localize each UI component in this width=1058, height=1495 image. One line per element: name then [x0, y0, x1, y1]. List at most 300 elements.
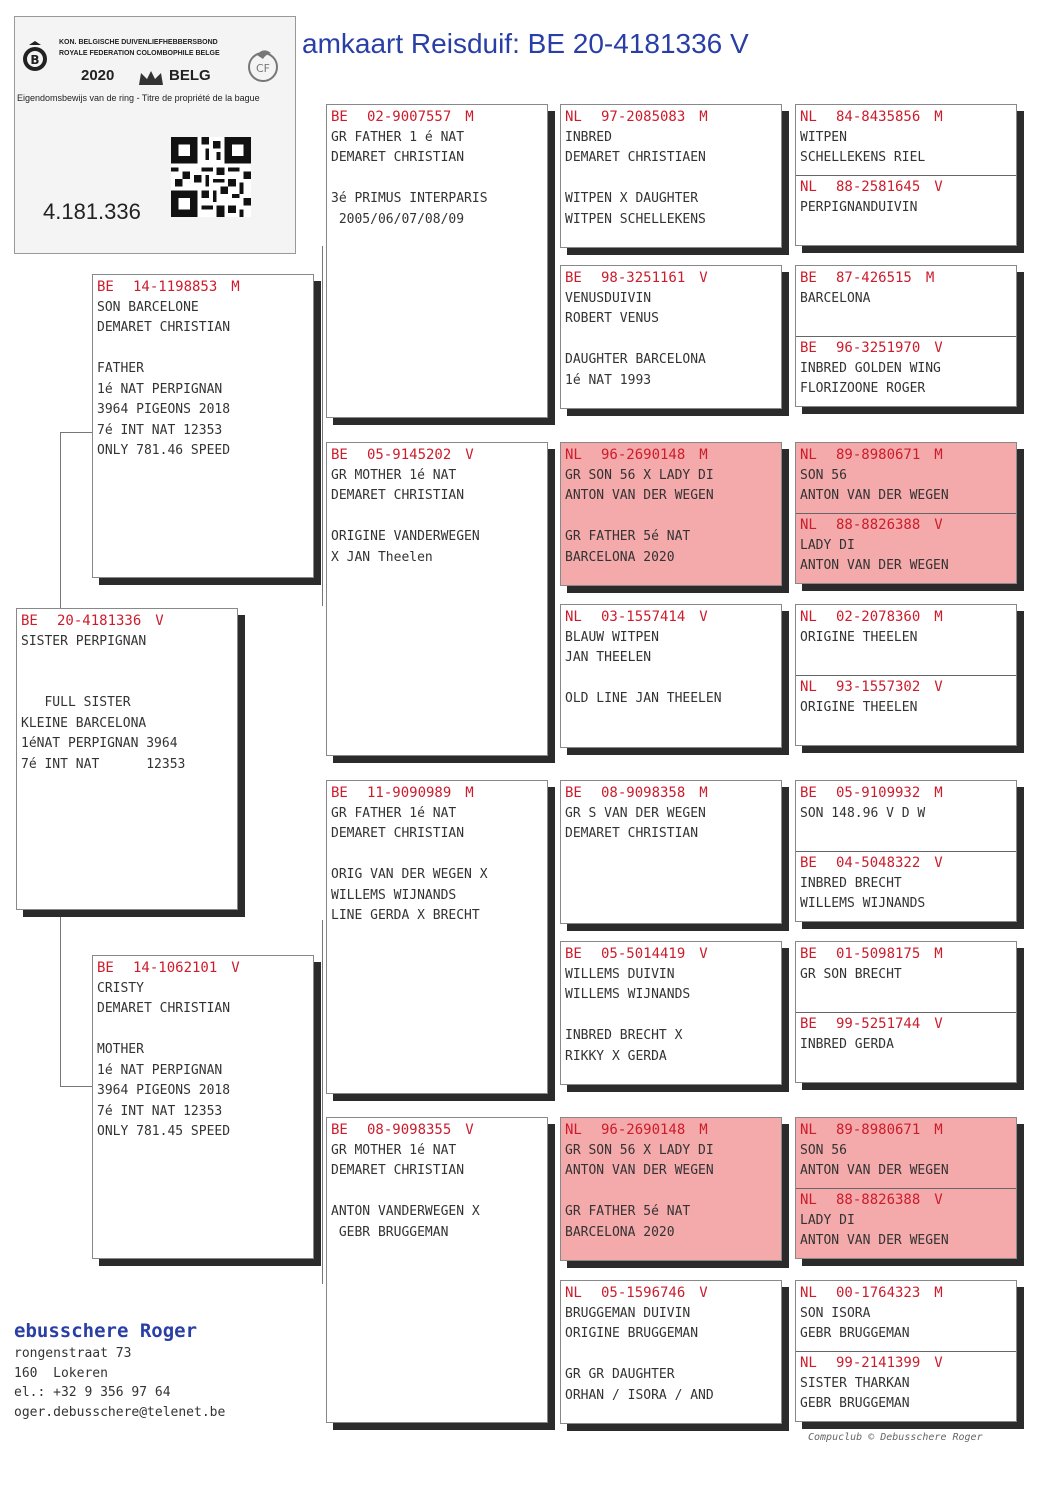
ring-number: 93-1557302: [836, 679, 921, 695]
country-code: NL: [800, 517, 817, 533]
card-text-line: INBRED GOLDEN WING: [800, 360, 941, 376]
card-text-line: WILLEMS DUIVIN: [565, 966, 675, 982]
sex-code: M: [699, 785, 708, 801]
ring-number: 99-2141399: [836, 1355, 921, 1371]
sex-code: V: [465, 1122, 474, 1138]
ring-number: 96-2690148: [601, 1122, 686, 1138]
dam-section: [796, 515, 1016, 577]
country-code: BE: [565, 785, 582, 801]
pair-divider: [796, 513, 1016, 514]
card-text-line: ANTON VAN DER WEGEN: [800, 558, 949, 573]
card-text-line: 1é NAT 1993: [565, 372, 652, 388]
pair-divider: [796, 1012, 1016, 1013]
card-text-line: SISTER PERPIGNAN: [21, 633, 147, 649]
pigeon-card-father-father: [326, 104, 548, 418]
sex-code: V: [699, 270, 708, 286]
ring-header: [800, 515, 1012, 536]
ring-number: 14-1062101: [133, 960, 218, 976]
connector-line: [786, 506, 787, 554]
country-code: NL: [800, 447, 817, 463]
ring-header: [97, 958, 309, 979]
country-code: NL: [800, 679, 817, 695]
pigeon-pair-gen4-3: [795, 442, 1017, 584]
card-text-line: ORIGINE THEELEN: [800, 699, 918, 715]
card-text-line: [97, 1020, 309, 1041]
card-text-line: PERPIGNANDUIVIN: [800, 199, 918, 215]
certificate-year: 2020: [81, 67, 115, 84]
card-text-line: ANTON VAN DER WEGEN: [565, 1163, 714, 1178]
ring-number: 98-3251161: [601, 270, 686, 286]
ring-header: [565, 783, 777, 804]
card-text-line: MOTHER: [97, 1042, 144, 1057]
pair-divider: [796, 1351, 1016, 1352]
connector-line: [786, 330, 787, 378]
connector-line: [786, 168, 787, 216]
card-text-line: DEMARET CHRISTIAN: [97, 1001, 231, 1016]
pigeon-card-ggp-3: [560, 442, 782, 586]
card-text-line: WITPEN SCHELLEKENS: [565, 211, 706, 227]
pigeon-pair-gen4-1: [795, 104, 1017, 246]
pigeon-card-ggp-6: [560, 941, 782, 1085]
country-code: BE: [800, 946, 817, 962]
pigeon-pair-gen4-7: [795, 1117, 1017, 1259]
country-code: BE: [97, 279, 114, 295]
sire-section: [796, 781, 1016, 826]
sire-section: [796, 105, 1016, 171]
dam-section: [796, 1014, 1016, 1055]
card-text-line: INBRED GERDA: [800, 1036, 894, 1052]
card-text-line: 7é INT NAT 12353: [97, 1103, 223, 1119]
ring-number: 08-9098355: [367, 1122, 452, 1138]
sex-code: M: [934, 109, 943, 125]
ring-header: [800, 1283, 1012, 1304]
ring-number: 89-8980671: [836, 1122, 921, 1138]
pigeon-card-ggp-7: [560, 1117, 782, 1261]
card-text-line: ANTON VAN DER WEGEN: [800, 1233, 949, 1248]
card-text-line: GR MOTHER 1é NAT: [331, 467, 457, 483]
dam-section: [796, 1353, 1016, 1415]
ring-number: 05-9109932: [836, 785, 921, 801]
country-code: BE: [565, 946, 582, 962]
ring-header: [800, 445, 1012, 466]
ring-header: [331, 445, 543, 466]
card-text-line: FLORIZOONE ROGER: [800, 381, 926, 396]
card-text-line: GEBR BRUGGEMAN: [800, 1326, 910, 1341]
certificate-country: BELG: [169, 67, 211, 84]
card-text-line: DEMARET CHRISTIAN: [331, 150, 465, 165]
country-code: NL: [565, 609, 582, 625]
card-text-line: JAN THEELEN: [565, 650, 652, 665]
pair-divider: [796, 175, 1016, 176]
pigeon-pair-gen4-8: [795, 1280, 1017, 1422]
sex-code: M: [699, 447, 708, 463]
ring-header: [800, 338, 1012, 359]
card-text-line: RIKKY X GERDA: [565, 1048, 667, 1064]
country-code: NL: [565, 109, 582, 125]
ring-header: [800, 607, 1012, 628]
card-text-line: GR FATHER 5é NAT: [565, 1204, 691, 1219]
sex-code: V: [699, 609, 708, 625]
sex-code: V: [934, 340, 943, 356]
card-text-line: ORIGINE THEELEN: [800, 629, 918, 645]
ring-number: 4.181.336: [43, 199, 141, 224]
ring-number: 00-1764323: [836, 1285, 921, 1301]
pair-divider: [796, 675, 1016, 676]
ring-number: 11-9090989: [367, 785, 452, 801]
sex-code: M: [231, 279, 240, 295]
svg-text:B: B: [30, 53, 40, 67]
ring-header: [800, 677, 1012, 698]
country-code: BE: [800, 785, 817, 801]
dam-section: [796, 177, 1016, 218]
card-text-line: [565, 1006, 777, 1027]
connector-line: [60, 432, 61, 608]
ring-header: [800, 1353, 1012, 1374]
ring-header: [800, 1120, 1012, 1141]
card-text-line: [21, 673, 233, 694]
card-text-line: 1é NAT PERPIGNAN: [97, 381, 223, 397]
card-text-line: [565, 669, 777, 690]
card-text-line: BARCELONA 2020: [565, 1224, 675, 1240]
sire-section: [796, 443, 1016, 509]
pigeon-pair-gen4-6: [795, 941, 1017, 1083]
ring-header: [331, 783, 543, 804]
card-text-line: ROBERT VENUS: [565, 311, 659, 326]
sire-section: [796, 1118, 1016, 1184]
country-code: BE: [331, 447, 348, 463]
sex-code: V: [934, 517, 943, 533]
pigeon-card-father: [92, 274, 314, 578]
card-text-line: [331, 507, 543, 528]
country-code: NL: [800, 609, 817, 625]
pair-divider: [796, 336, 1016, 337]
ring-number: 05-5014419: [601, 946, 686, 962]
card-text-line: [331, 169, 543, 190]
ring-header: [97, 277, 309, 298]
federation-logo-icon: [21, 39, 49, 75]
ring-header: [565, 1120, 777, 1141]
card-text-line: GR MOTHER 1é NAT: [331, 1142, 457, 1158]
sex-code: V: [465, 447, 474, 463]
card-text-line: GR FATHER 5é NAT: [565, 529, 691, 544]
ring-header: [565, 1283, 777, 1304]
country-code: NL: [800, 1355, 817, 1371]
card-text-line: 3964 PIGEONS 2018: [97, 402, 231, 417]
ring-header: [800, 853, 1012, 874]
connector-line: [552, 206, 553, 382]
pigeon-card-ggp-1: [560, 104, 782, 248]
ring-header: [565, 268, 777, 289]
card-text-line: GEBR BRUGGEMAN: [331, 1224, 449, 1240]
ring-header: [565, 107, 777, 128]
pigeon-card-ggp-8: [560, 1280, 782, 1424]
country-code: BE: [331, 109, 348, 125]
card-text-line: 3964 PIGEONS 2018: [97, 1083, 231, 1098]
pigeon-pair-gen4-5: [795, 780, 1017, 922]
pigeon-card-ggp-2: [560, 265, 782, 409]
card-text-line: [565, 507, 777, 528]
ring-number: 88-2581645: [836, 179, 921, 195]
card-text-line: WITPEN: [800, 129, 847, 145]
card-text-line: 7é INT NAT 12353: [97, 422, 223, 438]
card-text-line: INBRED BRECHT: [800, 875, 902, 891]
pigeon-pair-gen4-4: [795, 604, 1017, 746]
sire-section: [796, 266, 1016, 311]
card-text-line: 2005/06/07/08/09: [331, 211, 465, 227]
federation-name-fr: ROYALE FEDERATION COLOMBOPHILE BELGE: [59, 50, 220, 57]
card-text-line: 7é INT NAT 12353: [21, 756, 186, 772]
card-text-line: LADY DI: [800, 1212, 855, 1228]
card-text-line: SON ISORA: [800, 1305, 871, 1321]
card-text-line: [565, 1182, 777, 1203]
card-text-line: SON 56: [800, 467, 847, 483]
card-text-line: INBRED: [565, 129, 612, 145]
connector-line: [552, 880, 553, 1056]
country-code: NL: [565, 447, 582, 463]
ring-header: [21, 611, 233, 632]
ring-number: 02-9007557: [367, 109, 452, 125]
sex-code: V: [934, 179, 943, 195]
ring-header: [331, 1120, 543, 1141]
ring-header: [800, 783, 1012, 804]
connector-line: [552, 545, 553, 719]
card-text-line: DEMARET CHRISTIAEN: [565, 150, 706, 165]
connector-line: [786, 668, 787, 716]
ring-number: 14-1198853: [133, 279, 218, 295]
card-text-line: ANTON VAN DER WEGEN: [800, 488, 949, 503]
connector-line: [322, 920, 323, 1284]
card-text-line: SON 148.96 V D W: [800, 805, 926, 821]
breeder-street: rongenstraat 73: [14, 1346, 132, 1361]
sex-code: V: [699, 1285, 708, 1301]
ring-header: [800, 268, 1012, 289]
country-code: NL: [565, 1122, 582, 1138]
country-code: BE: [800, 270, 817, 286]
card-text-line: BARCELONA 2020: [565, 549, 675, 565]
card-text-line: GR SON BRECHT: [800, 966, 902, 982]
pedigree-title: amkaart Reisduif: BE 20-4181336 V: [302, 28, 749, 59]
connector-line: [60, 1086, 92, 1087]
ring-number: 02-2078360: [836, 609, 921, 625]
ring-number: 20-4181336: [57, 613, 142, 629]
sex-code: V: [934, 679, 943, 695]
country-code: BE: [331, 785, 348, 801]
card-text-line: DEMARET CHRISTIAN: [97, 320, 231, 335]
card-text-line: WILLEMS WIJNANDS: [331, 887, 457, 903]
breeder-email: oger.debusschere@telenet.be: [14, 1404, 226, 1420]
connector-line: [60, 432, 92, 433]
ring-header: [565, 944, 777, 965]
card-text-line: WILLEMS WIJNANDS: [800, 896, 926, 911]
card-text-line: DEMARET CHRISTIAN: [331, 1163, 465, 1178]
ring-number: 05-1596746: [601, 1285, 686, 1301]
card-text-line: ORIGINE BRUGGEMAN: [565, 1326, 699, 1341]
card-text-line: [331, 1182, 543, 1203]
ring-header: [800, 177, 1012, 198]
sex-code: M: [934, 946, 943, 962]
ring-number: 88-8826388: [836, 1192, 921, 1208]
card-text-line: VENUSDUIVIN: [565, 290, 652, 306]
pigeon-card-mother-mother: [326, 1117, 548, 1423]
ring-number: 97-2085083: [601, 109, 686, 125]
sex-code: M: [465, 109, 474, 125]
sex-code: V: [699, 946, 708, 962]
pigeon-card-mother: [92, 955, 314, 1259]
card-text-line: OLD LINE JAN THEELEN: [565, 691, 722, 706]
ring-number: 96-3251970: [836, 340, 921, 356]
qr-code-icon: [171, 137, 251, 217]
sex-code: M: [934, 785, 943, 801]
svg-text:CF: CF: [255, 62, 271, 75]
card-text-line: ANTON VANDERWEGEN X: [331, 1204, 480, 1219]
card-text-line: DEMARET CHRISTIAN: [331, 826, 465, 841]
card-text-line: INBRED BRECHT X: [565, 1028, 683, 1043]
card-text-line: KLEINE BARCELONA: [21, 715, 147, 731]
ring-number: 08-9098358: [601, 785, 686, 801]
card-text-line: GR FATHER 1é NAT: [331, 805, 457, 821]
card-text-line: DEMARET CHRISTIAN: [331, 488, 465, 503]
sex-code: M: [934, 609, 943, 625]
pigeon-card-ggp-5: [560, 780, 782, 924]
sex-code: V: [155, 613, 164, 629]
pair-divider: [796, 851, 1016, 852]
breeder-name: ebusschere Roger: [14, 1320, 198, 1342]
card-text-line: [21, 652, 233, 673]
pigeon-card-father-mother: [326, 442, 548, 756]
card-text-line: ORHAN / ISORA / AND: [565, 1387, 714, 1403]
card-text-line: SON BARCELONE: [97, 299, 199, 315]
connector-line: [552, 1222, 553, 1396]
connector-line: [786, 1006, 787, 1054]
country-code: BE: [21, 613, 38, 629]
card-text-line: ORIGINE VANDERWEGEN: [331, 529, 480, 544]
ownership-certificate: [14, 16, 296, 254]
card-text-line: ONLY 781.45 SPEED: [97, 1124, 231, 1139]
card-text-line: 3é PRIMUS INTERPARIS: [331, 191, 488, 206]
ring-number: 99-5251744: [836, 1016, 921, 1032]
card-text-line: ORIG VAN DER WEGEN X: [331, 867, 488, 882]
sex-code: M: [925, 270, 935, 286]
card-text-line: WILLEMS WIJNANDS: [565, 987, 691, 1002]
crown-icon: [137, 69, 165, 87]
card-text-line: [331, 845, 543, 866]
breeder-phone: el.: +32 9 356 97 64: [14, 1385, 171, 1400]
card-text-line: [97, 339, 309, 360]
country-code: NL: [800, 1192, 817, 1208]
sire-section: [796, 942, 1016, 987]
connector-line: [786, 845, 787, 893]
ownership-text: Eigendomsbewijs van de ring - Titre de propriété de la bague: [17, 93, 260, 103]
card-text-line: GR SON 56 X LADY DI: [565, 467, 714, 483]
card-text-line: DAUGHTER BARCELONA: [565, 352, 706, 367]
country-code: NL: [565, 1285, 582, 1301]
sire-section: [796, 1281, 1016, 1347]
sex-code: M: [934, 1285, 943, 1301]
sex-code: V: [934, 855, 943, 871]
card-text-line: 1é NAT PERPIGNAN: [97, 1062, 223, 1078]
card-text-line: WITPEN X DAUGHTER: [565, 191, 699, 206]
sex-code: M: [934, 1122, 943, 1138]
breeder-city: 160 Lokeren: [14, 1365, 108, 1381]
card-text-line: BARCELONA: [800, 290, 871, 306]
ring-header: [565, 607, 777, 628]
sex-code: V: [231, 960, 240, 976]
connector-line: [60, 910, 61, 1086]
card-text-line: ANTON VAN DER WEGEN: [565, 488, 714, 503]
card-text-line: [565, 1345, 777, 1366]
card-text-line: FATHER: [97, 361, 144, 376]
connector-line: [786, 1345, 787, 1393]
ring-number: 84-8435856: [836, 109, 921, 125]
ring-number: 87-426515: [836, 270, 912, 286]
card-text-line: GR GR DAUGHTER: [565, 1367, 675, 1382]
country-code: BE: [331, 1122, 348, 1138]
dam-section: [796, 853, 1016, 915]
card-text-line: SCHELLEKENS RIEL: [800, 150, 926, 165]
country-code: NL: [800, 1285, 817, 1301]
ring-header: [800, 1190, 1012, 1211]
sex-code: M: [465, 785, 474, 801]
card-text-line: DEMARET CHRISTIAN: [565, 826, 699, 841]
ring-number: 05-9145202: [367, 447, 452, 463]
card-text-line: CRISTY: [97, 980, 144, 996]
footer-credit: Compuclub © Debusschere Roger: [808, 1432, 983, 1443]
card-text-line: SON 56: [800, 1142, 847, 1158]
card-text-line: ONLY 781.46 SPEED: [97, 443, 231, 458]
country-code: NL: [800, 109, 817, 125]
ring-number: 96-2690148: [601, 447, 686, 463]
card-text-line: ANTON VAN DER WEGEN: [800, 1163, 949, 1178]
card-text-line: GR SON 56 X LADY DI: [565, 1142, 714, 1158]
fci-logo-icon: [239, 47, 287, 83]
sex-code: M: [934, 447, 943, 463]
country-code: BE: [800, 855, 817, 871]
sex-code: V: [934, 1192, 943, 1208]
pigeon-card-mother-father: [326, 780, 548, 1094]
dam-section: [796, 338, 1016, 400]
sex-code: M: [699, 109, 708, 125]
card-text-line: BRUGGEMAN DUIVIN: [565, 1305, 691, 1321]
card-text-line: FULL SISTER: [21, 695, 131, 710]
dam-section: [796, 677, 1016, 718]
card-text-line: LINE GERDA X BRECHT: [331, 908, 480, 923]
breeder-info: [14, 1318, 225, 1422]
ring-number: 89-8980671: [836, 447, 921, 463]
federation-name-nl: KON. BELGISCHE DUIVENLIEFHEBBERSBOND: [59, 39, 218, 46]
sex-code: M: [699, 1122, 708, 1138]
country-code: BE: [800, 1016, 817, 1032]
pigeon-card-subject: [16, 608, 238, 910]
country-code: BE: [97, 960, 114, 976]
connector-line: [786, 1182, 787, 1230]
pigeon-card-ggp-4: [560, 604, 782, 748]
sire-section: [796, 605, 1016, 650]
sex-code: V: [934, 1016, 943, 1032]
card-text-line: [565, 169, 777, 190]
card-text-line: [565, 330, 777, 351]
country-code: BE: [565, 270, 582, 286]
country-code: NL: [800, 1122, 817, 1138]
country-code: NL: [800, 179, 817, 195]
connector-line: [322, 246, 323, 606]
ring-number: 88-8826388: [836, 517, 921, 533]
ring-number: 01-5098175: [836, 946, 921, 962]
card-text-line: SISTER THARKAN: [800, 1375, 910, 1391]
card-text-line: GR S VAN DER WEGEN: [565, 805, 706, 821]
dam-section: [796, 1190, 1016, 1252]
pair-divider: [796, 1188, 1016, 1189]
country-code: BE: [800, 340, 817, 356]
